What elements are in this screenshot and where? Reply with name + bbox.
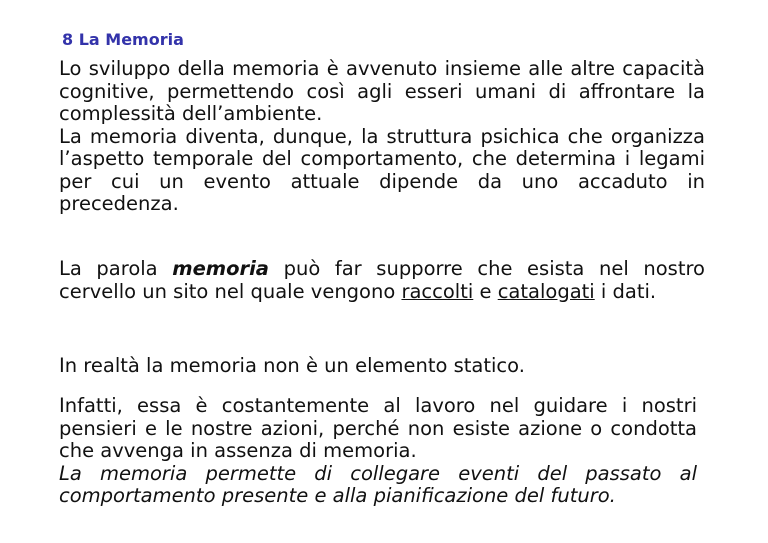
emphasized-word: memoria	[172, 257, 269, 280]
text-segment: i dati.	[594, 279, 657, 303]
underlined-word: raccolti	[401, 279, 474, 303]
text-segment: La parola	[59, 257, 173, 280]
memory-word-section	[59, 258, 705, 303]
static-statement-section	[59, 355, 705, 378]
conclusion-italic-paragraph: La memoria permette di collegare eventi del passato al comportamento presente e alla pianificazione del futuro.	[59, 461, 697, 507]
text-segment: può far supporre che esista nel nostro cervello un sito nel quale vengono	[59, 257, 705, 303]
underlined-word: catalogati	[497, 279, 595, 303]
text-segment: e	[473, 279, 498, 303]
conclusion-section	[59, 395, 697, 508]
intro-paragraph-2: La memoria diventa, dunque, la struttura psichica che organizza l’aspetto temporale del comportamento, che determina i legami per cui un evento attuale dipende da uno accaduto in precedenza.	[59, 124, 705, 215]
static-statement: In realtà la memoria non è un elemento statico.	[59, 354, 525, 377]
intro-section	[59, 58, 705, 216]
memory-word-paragraph	[59, 258, 705, 303]
intro-paragraph-1: Lo sviluppo della memoria è avvenuto insieme alle altre capacità cognitive, permettendo così agli esseri umani di affrontare la complessità dell’ambiente.	[59, 57, 705, 125]
slide-title: 8 La Memoria	[62, 30, 184, 49]
conclusion-paragraph: Infatti, essa è costantemente al lavoro nel guidare i nostri pensieri e le nostre azioni, perché non esiste azione o condotta che avvenga in assenza di memoria.	[59, 394, 697, 462]
